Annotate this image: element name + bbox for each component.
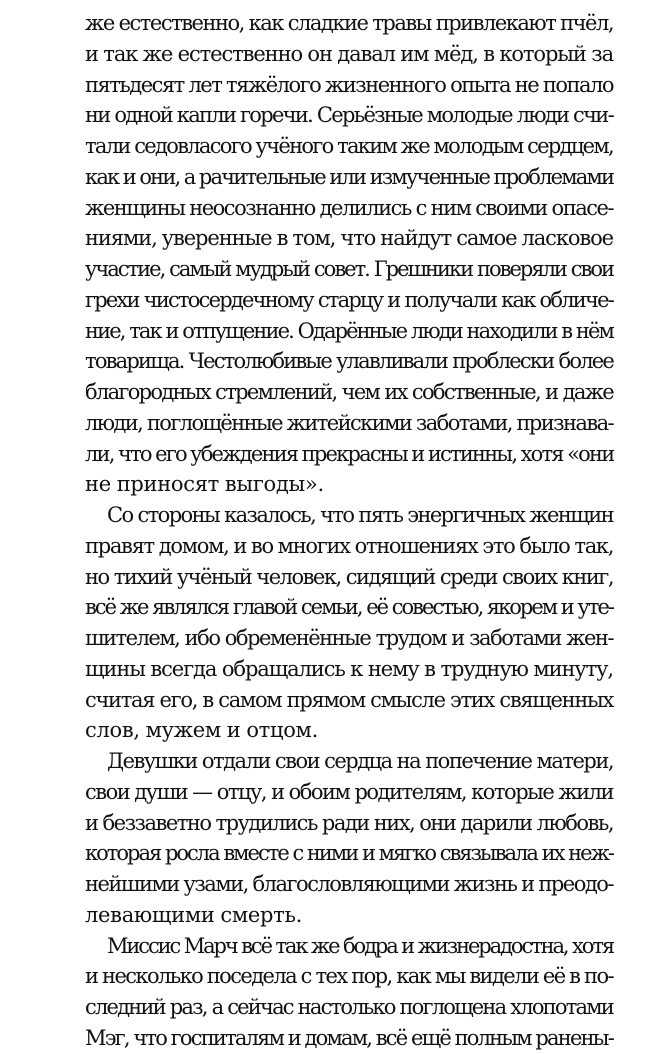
text-line: Девушки отдали свои сердца на попечение матери, bbox=[107, 749, 613, 773]
text-line: люди, поглощённые житейскими заботами, признава- bbox=[85, 410, 613, 435]
text-line: считая его, в самом прямом смысле этих священных bbox=[85, 687, 613, 712]
text-line: но тихий учёный человек, сидящий среди своих книг, bbox=[85, 564, 613, 589]
book-page bbox=[85, 8, 613, 1054]
text-line: нейшими узами, благословляющими жизнь и преодо- bbox=[85, 872, 613, 896]
text-line: участие, самый мудрый совет. Грешники поверяли свои bbox=[85, 257, 613, 281]
text-line: ни одной капли горечи. Серьёзные молодые люди счи- bbox=[85, 103, 613, 128]
text-line: ли, что его убеждения прекрасны и истинны, хотя «они bbox=[85, 441, 614, 466]
text-line: товарища. Честолюбивые улавливали проблески более bbox=[85, 349, 613, 374]
text-line: же естественно, как сладкие травы привлекают пчёл, bbox=[85, 11, 613, 35]
text-line: и беззаветно трудились ради них, они дарили любовь, bbox=[85, 810, 613, 835]
text-line: Мэг, что госпиталям и домам, всё ещё полным ранены- bbox=[85, 1025, 613, 1050]
paragraph-4 bbox=[85, 931, 613, 1054]
text-line: и так же естественно он давал им мёд, в который за bbox=[85, 41, 613, 66]
paragraph-3 bbox=[85, 746, 613, 931]
text-line: тали седовласого учёного таким же молодым сердцем, bbox=[85, 134, 613, 158]
text-line: щины всегда обращались к нему в трудную минуту, bbox=[85, 656, 613, 681]
text-line: которая росла вместе с ними и мягко связывала их неж- bbox=[85, 841, 613, 866]
text-line: шителем, ибо обременённые трудом и заботами жен- bbox=[85, 626, 613, 650]
text-line: слов, мужем и отцом. bbox=[85, 718, 318, 743]
text-line: грехи чистосердечному старцу и получали как обличе- bbox=[85, 287, 613, 312]
text-line: следний раз, а сейчас настолько поглощена хлопотами bbox=[85, 995, 613, 1019]
text-line: как и они, а рачительные или измученные проблемами bbox=[85, 164, 614, 189]
paragraph-1 bbox=[85, 8, 613, 500]
text-line: Со стороны казалось, что пять энергичных женщин bbox=[107, 503, 613, 527]
text-line: всё же являлся главой семьи, её совестью, якорем и уте- bbox=[85, 595, 613, 620]
text-line: и несколько поседела с тех пор, как мы видели её в по- bbox=[85, 964, 613, 989]
text-line: левающими смерть. bbox=[85, 902, 303, 927]
text-line: не приносят выгоды». bbox=[85, 472, 324, 497]
text-line: ние, так и отпущение. Одарённые люди находили в нём bbox=[85, 318, 613, 343]
text-line: благородных стремлений, чем их собственные, и даже bbox=[85, 380, 613, 404]
paragraph-2 bbox=[85, 500, 613, 746]
text-line: правят домом, и во многих отношениях это было так, bbox=[85, 533, 614, 558]
text-line: Миссис Марч всё так же бодра и жизнерадостна, хотя bbox=[107, 933, 613, 958]
text-line: ниями, уверенные в том, что найдут самое ласковое bbox=[85, 226, 613, 251]
text-line: свои души — отцу, и обоим родителям, которые жили bbox=[85, 779, 613, 804]
text-line: пятьдесят лет тяжёлого жизненного опыта не попало bbox=[85, 72, 613, 97]
text-line: женщины неосознанно делились с ним своими опасе- bbox=[85, 195, 613, 220]
